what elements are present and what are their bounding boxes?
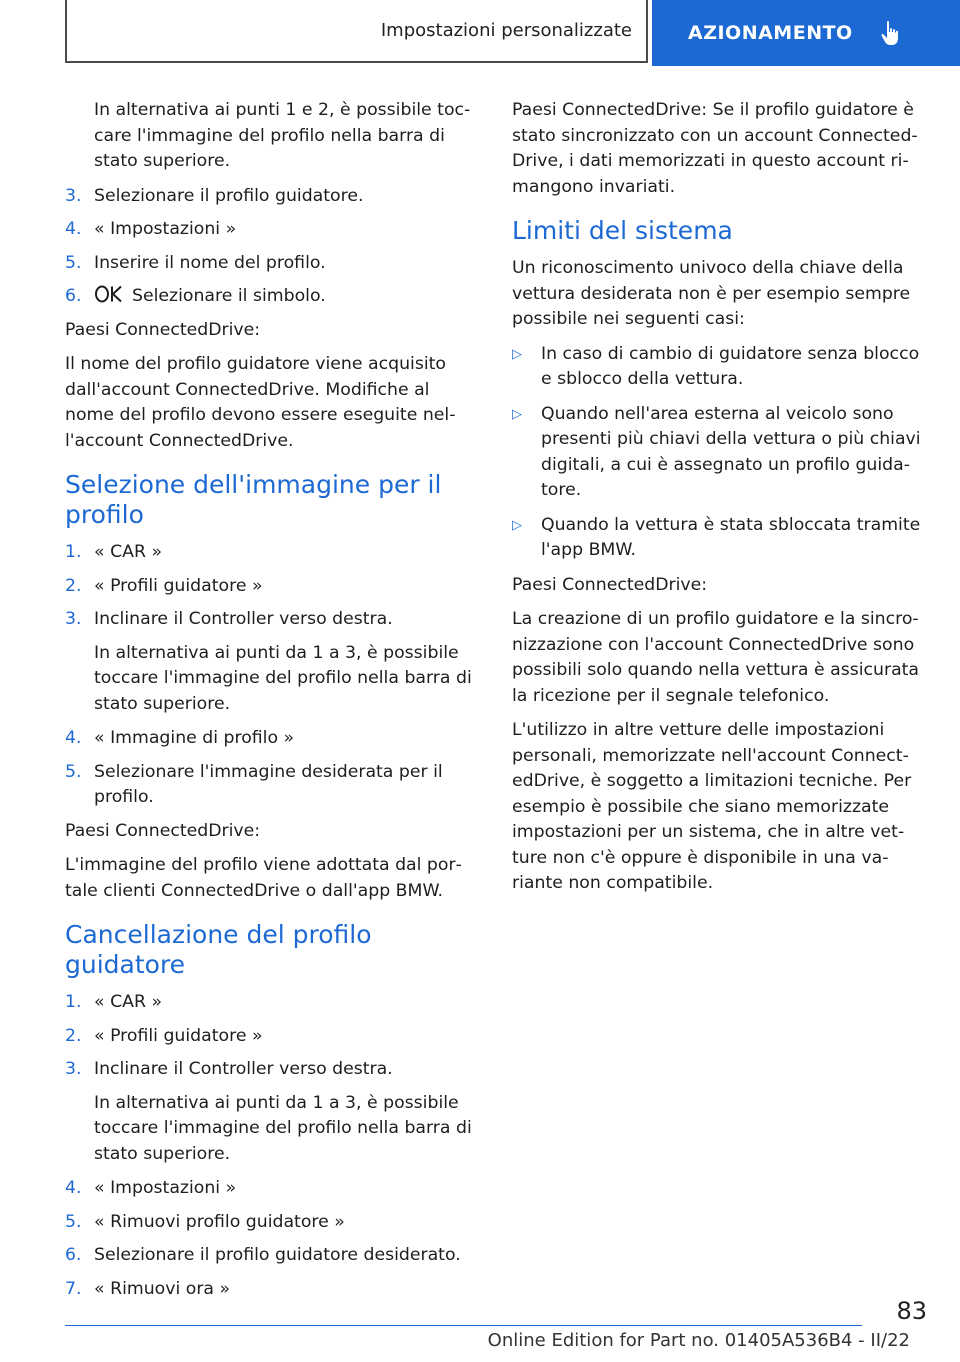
step-text: Selezionare il simbolo. [132,286,326,306]
step-text-wrap [94,540,480,566]
chapter-title: AZIONAMENTO [688,22,853,44]
bullet-item [512,402,932,504]
page-number: 83 [896,1297,927,1325]
list-item [65,607,480,633]
step-text-wrap [94,184,480,210]
list-item [65,184,480,210]
triangle-bullet-icon: ▷ [512,406,522,422]
bullet-item [512,342,932,393]
list-item [65,540,480,566]
step-text: « CAR » [94,992,163,1012]
step-text-wrap [94,990,480,1016]
list-item [65,1024,480,1050]
list-item [65,574,480,600]
left-column [65,98,480,1310]
bullet-text: Quando la vettura è stata sbloccata tramite l'app BMW. [541,514,921,560]
step-text-wrap [94,1243,480,1269]
list-item [65,1210,480,1236]
step-number: 3. [65,1059,82,1079]
instruction-note: In alternativa ai punti da 1 a 3, è possibile toccare l'immagine del profilo nella barra di stato superiore. [94,642,472,714]
step-text-wrap [94,607,480,633]
step-text-wrap [94,217,480,243]
page-header [65,0,960,66]
triangle-bullet-icon: ▷ [512,517,522,533]
step-text-wrap [94,1057,480,1083]
step-number: 2. [65,575,82,596]
instruction-note: In alternativa ai punti 1 e 2, è possibile toccare l'immagine del profilo nella barra di stato superiore. [94,100,471,171]
list-item [65,760,480,811]
step-number: 6. [65,1245,82,1265]
step-number: 2. [65,1025,82,1046]
step-text: Selezionare l'immagine desiderata per il profilo. [94,761,443,807]
step-number: 5. [65,761,82,782]
paragraph: Paesi ConnectedDrive: Se il profilo guidatore è stato sincronizzato con un account ConnectedDrive, i dati memorizzati in questo account rimangono invariati. [512,100,918,197]
step-number: 5. [65,1211,82,1232]
list-item [65,990,480,1016]
triangle-bullet-icon: ▷ [512,346,522,362]
step-text-wrap [94,574,480,600]
step-text-wrap [94,1210,480,1236]
right-column [512,98,932,906]
paragraph: L'utilizzo in altre vetture delle impostazioni personali, memorizzate nell'account ConnectedDrive, è soggetto a limitazioni tecniche. Per esempio è possibile che siano memorizzate impostazioni per un sistema, che in altre vetture non c'è oppure è disponibile in una variante non compatibile. [512,720,912,893]
step-text: Selezionare il profilo guidatore. [94,185,364,206]
step-text-wrap [94,284,480,310]
step-text: « Profili guidatore » [94,1025,263,1046]
step-text: Inclinare il Controller verso destra. [94,1059,393,1079]
paragraph: Un riconoscimento univoco della chiave della vettura desiderata non è per esempio sempre possibile nei seguenti casi: [512,258,911,329]
step-text-wrap [94,726,480,752]
step-number: 1. [65,992,82,1012]
paragraph: L'immagine del profilo viene adottata dal portale clienti ConnectedDrive o dall'app BMW. [65,855,462,901]
step-text: « Impostazioni » [94,1178,237,1198]
step-text-wrap [94,251,480,277]
step-number: 3. [65,609,82,629]
footer-divider [65,1325,862,1326]
step-number: 6. [65,286,82,306]
list-item [65,251,480,277]
step-text-wrap [94,760,480,811]
paesi-label: Paesi ConnectedDrive: [65,820,261,841]
step-text: « Profili guidatore » [94,575,263,596]
section-title: Impostazioni personalizzate [65,0,648,63]
step-text: « Impostazioni » [94,219,237,239]
step-number: 4. [65,1178,82,1198]
step-text: Inclinare il Controller verso destra. [94,609,393,629]
step-number: 1. [65,542,82,562]
step-text: « CAR » [94,542,163,562]
step-number: 5. [65,252,82,273]
chapter-tab [652,0,960,66]
list-item [65,1243,480,1269]
section-heading: Cancellazione del profilo guidatore [65,920,372,979]
step-text-wrap [94,1277,480,1303]
instruction-note: In alternativa ai punti da 1 a 3, è possibile toccare l'immagine del profilo nella barra di stato superiore. [94,1092,472,1164]
bullet-text: Quando nell'area esterna al veicolo sono presenti più chiavi della vettura o più chiavi digitali, a cui è assegnato un profilo guidatore. [541,403,921,500]
paesi-label: Paesi ConnectedDrive: [512,574,708,595]
section-heading: Selezione dell'immagine per il profilo [65,470,442,529]
step-text-wrap [94,1176,480,1202]
list-item [65,1277,480,1303]
step-text: « Rimuovi profilo guidatore » [94,1211,345,1232]
paesi-label: Paesi ConnectedDrive: [65,319,261,340]
step-text: Selezionare il profilo guidatore desiderato. [94,1245,461,1265]
list-item [65,284,480,310]
edition-footer: Online Edition for Part no. 01405A536B4 - II/22 [487,1330,910,1351]
step-number: 4. [65,219,82,239]
list-item [65,217,480,243]
step-text: « Immagine di profilo » [94,728,295,748]
bullet-item [512,513,932,564]
section-heading: Limiti del sistema [512,216,733,245]
paragraph: La creazione di un profilo guidatore e la sincronizzazione con l'account ConnectedDrive sono possibili solo quando nella vettura è assicurata la ricezione per il segnale telefonico. [512,609,920,706]
step-text: « Rimuovi ora » [94,1278,231,1299]
list-item [65,1057,480,1083]
ok-icon [94,285,124,303]
step-number: 7. [65,1278,82,1299]
list-item [65,1176,480,1202]
step-text: Inserire il nome del profilo. [94,252,326,273]
bullet-text: In caso di cambio di guidatore senza blocco e sblocco della vettura. [541,343,920,389]
hand-pointer-icon [879,20,903,46]
paragraph: Il nome del profilo guidatore viene acquisito dall'account ConnectedDrive. Modifiche al nome del profilo devono essere eseguite nell'account ConnectedDrive. [65,354,456,451]
step-text-wrap [94,1024,480,1050]
list-item [65,726,480,752]
step-number: 3. [65,185,82,206]
step-number: 4. [65,728,82,748]
